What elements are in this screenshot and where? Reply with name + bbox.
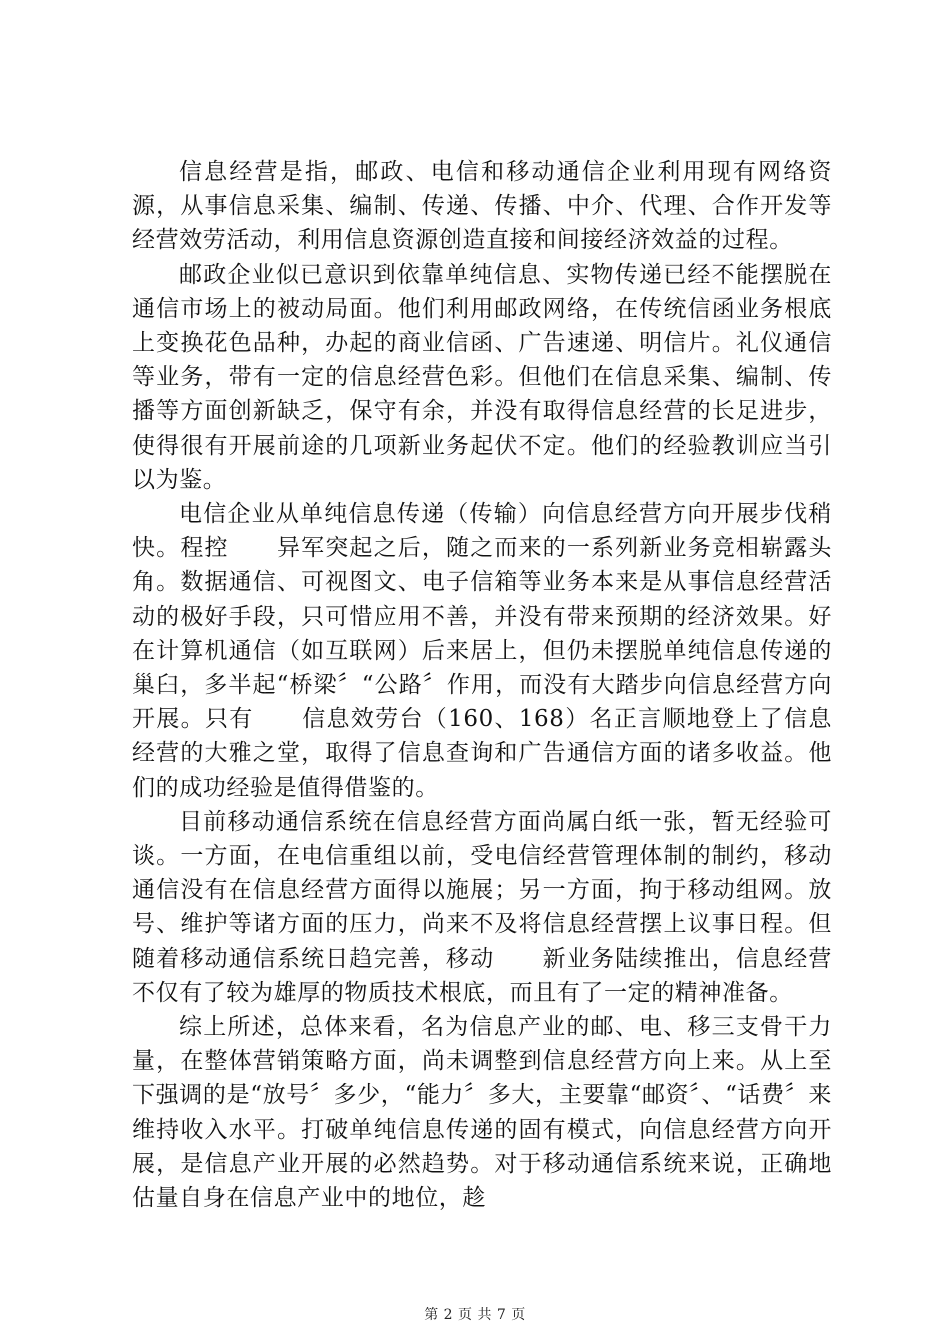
body-text [132, 155, 832, 1215]
paragraph-4: 目前移动通信系统在信息经营方面尚属白纸一张，暂无经验可谈。一方面，在电信重组以前，受电信经营管理体制的制约，移动通信没有在信息经营方面得以施展；另一方面，拘于移动组网。放号、维护等诸方面的压力，尚来不及将信息经营摆上议事日程。但随着移动通信系统日趋完善，移动 新业务陆续推出，信息经营不仅有了较为雄厚的物质技术根底，而且有了一定的精神准备。 [132, 808, 832, 1006]
paragraph-3: 电信企业从单纯信息传递（传输）向信息经营方向开展步伐稍快。程控 异军突起之后，随之而来的一系列新业务竞相崭露头角。数据通信、可视图文、电子信箱等业务本来是从事信息经营活动的极好手段，只可惜应用不善，并没有带来预期的经济效果。好在计算机通信（如互联网）后来居上，但仍未摆脱单纯信息传递的巢臼，多半起“桥梁〞“公路〞作用，而没有大踏步向信息经营方向开展。只有 信息效劳台（160、168）名正言顺地登上了信息经营的大雅之堂，取得了信息查询和广告通信方面的诸多收益。他们的成功经验是值得借鉴的。 [132, 501, 832, 801]
paragraph-2: 邮政企业似已意识到依靠单纯信息、实物传递已经不能摆脱在通信市场上的被动局面。他们利用邮政网络，在传统信函业务根底上变换花色品种，办起的商业信函、广告速递、明信片。礼仪通信等业务，带有一定的信息经营色彩。但他们在信息采集、编制、传播等方面创新缺乏，保守有余，并没有取得信息经营的长足进步，使得很有开展前途的几项新业务起伏不定。他们的经验教训应当引以为鉴。 [132, 261, 832, 493]
paragraph-1: 信息经营是指，邮政、电信和移动通信企业利用现有网络资源，从事信息采集、编制、传递、传播、中介、代理、合作开发等经营效劳活动，利用信息资源创造直接和间接经济效益的过程。 [132, 159, 832, 254]
paragraph-5: 综上所述，总体来看，名为信息产业的邮、电、移三支骨干力量，在整体营销策略方面，尚未调整到信息经营方向上来。从上至下强调的是“放号〞多少，“能力〞多大，主要靠“邮资〞、“话费〞来维持收入水平。打破单纯信息传递的固有模式，向信息经营方向开展，是信息产业开展的必然趋势。对于移动通信系统来说，正确地估量自身在信息产业中的地位，趁 [132, 1014, 832, 1212]
page-footer: 第 2 页 共 7 页 [424, 1307, 526, 1323]
